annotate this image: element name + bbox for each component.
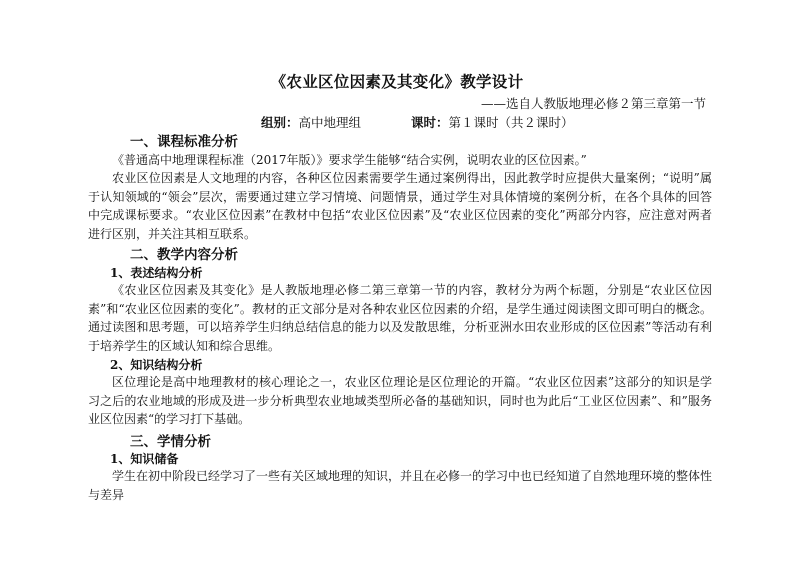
prior-knowledge-paragraph: 学生在初中阶段已经学习了一些有关区域地理的知识，并且在必修一的学习中也已经知道了自然地理环境的整体性与差异	[88, 469, 713, 502]
section-heading-learners: 三、学情分析	[130, 434, 211, 450]
group-value: 高中地理组	[298, 115, 362, 130]
knowledge-paragraph: 区位理论是高中地理教材的核心理论之一，农业区位理论是区位理论的开篇。“农业区位因素”这部分的知识是学习之后的农业地域的形成及进一步分析典型农业地域类型所必备的基础知识，同时也为此后“工业区位因素”、和”服务业区位因素“的学习打下基础。	[88, 375, 712, 426]
doc-subtitle: ——选自人教版地理必修２第三章第一节	[480, 96, 706, 111]
group-label: 组别：	[261, 115, 299, 130]
structure-paragraph: 《农业区位因素及其变化》是人教版地理必修二第三章第一节的内容，教材分为两个标题，分别是“农业区位因素”和“农业区位因素的变化”。教材的正文部分是对各种农业区位因素的介绍，是学生通过阅读图文即可明白的概念。通过读图和思考题，可以培养学生归纳总结信息的能力以及发散思维，分析亚洲水田农业形成的区位因素”等活动有利于培养学生的区域认知和综合思维。	[88, 283, 712, 353]
doc-title: 《农业区位因素及其变化》教学设计	[270, 72, 524, 91]
curriculum-paragraph-2: 农业区位因素是人文地理的内容，各种区位因素需要学生通过案例得出，因此教学时应提供大量案例；“说明”属于认知领域的“领会”层次，需要通过建立学习情境、问题情景，通过学生对具体情境的案例分析，在各个具体的回答中完成课标要求。“农业区位因素”在教材中包括“农业区位因素”及“农业区位因素的变化”两部分内容，应注意对两者进行区别，并关注其相互联系。	[88, 171, 712, 241]
period-label: 课时：	[411, 115, 449, 130]
period-value: 第１课时（共２课时）	[448, 115, 574, 130]
curriculum-paragraph-1: 《普通高中地理课程标准（2017年版）》要求学生能够“结合实例，说明农业的区位因素。”	[112, 153, 587, 167]
section-heading-curriculum: 一、课程标准分析	[130, 134, 238, 150]
section-heading-content: 二、教学内容分析	[130, 247, 238, 263]
doc-meta	[261, 113, 574, 131]
subsection-heading-prior-knowledge: 1、知识储备	[110, 452, 179, 466]
subsection-heading-structure: 1、表述结构分析	[110, 266, 203, 280]
subsection-heading-knowledge: 2、知识结构分析	[110, 358, 203, 372]
